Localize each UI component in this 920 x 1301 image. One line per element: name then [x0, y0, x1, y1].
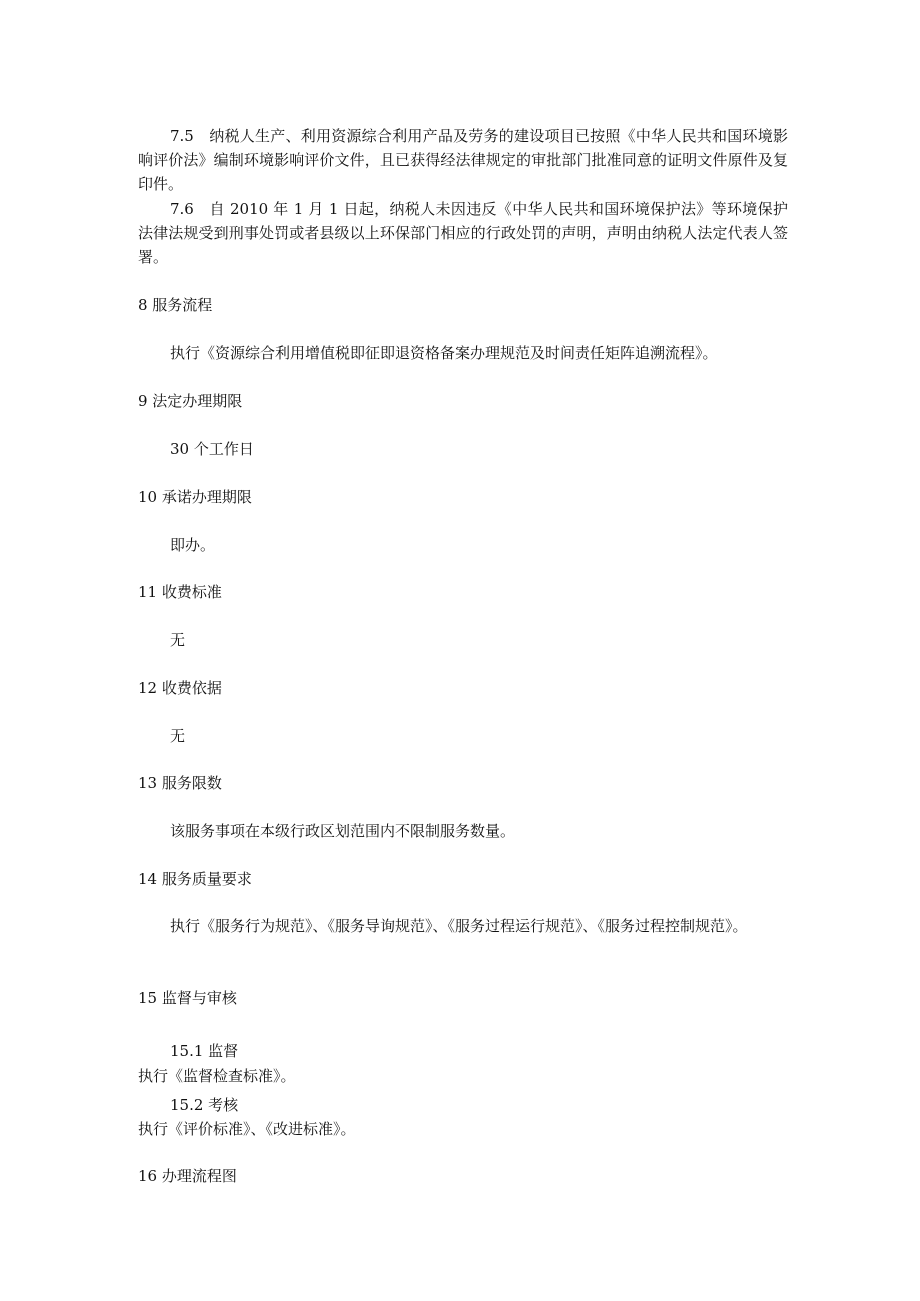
- section-15-1-body: 执行《监督检查标准》。: [138, 1067, 296, 1085]
- section-13-heading: 13 服务限数: [138, 774, 222, 792]
- section-8-body: 执行《资源综合利用增值税即征即退资格备案办理规范及时间责任矩阵追溯流程》。: [170, 344, 718, 362]
- section-12-body: 无: [170, 727, 186, 745]
- section-11-heading: 11 收费标准: [138, 583, 222, 601]
- section-16-heading: 16 办理流程图: [138, 1167, 237, 1185]
- section-15-1-title: 15.1 监督: [170, 1042, 239, 1060]
- section-10-body: 即办。: [170, 536, 216, 554]
- section-15-2-title: 15.2 考核: [170, 1096, 239, 1114]
- section-14-heading: 14 服务质量要求: [138, 870, 252, 888]
- section-14-body: 执行《服务行为规范》、《服务导询规范》、《服务过程运行规范》、《服务过程控制规范》。: [170, 917, 748, 935]
- section-15-2-body: 执行《评价标准》、《改进标准》。: [138, 1120, 356, 1138]
- paragraph-7-5: 7.5 纳税人生产、利用资源综合利用产品及劳务的建设项目已按照《中华人民共和国环境影响评价法》编制环境影响评价文件，且已获得经法律规定的审批部门批准同意的证明文件原件及复印件。: [138, 127, 788, 193]
- section-15-heading: 15 监督与审核: [138, 989, 237, 1007]
- section-10-heading: 10 承诺办理期限: [138, 488, 252, 506]
- section-12-heading: 12 收费依据: [138, 679, 222, 697]
- section-13-body: 该服务事项在本级行政区划范围内不限制服务数量。: [170, 822, 516, 840]
- section-11-body: 无: [170, 631, 186, 649]
- section-8-heading: 8 服务流程: [138, 296, 213, 314]
- section-9-body: 30 个工作日: [170, 440, 254, 458]
- section-9-heading: 9 法定办理期限: [138, 392, 243, 410]
- paragraph-7-6: 7.6 自 2010 年 1 月 1 日起，纳税人未因违反《中华人民共和国环境保护法》等环境保护法律法规受到刑事处罚或者县级以上环保部门相应的行政处罚的声明，声明由纳税人法定代表人签署。: [138, 200, 788, 266]
